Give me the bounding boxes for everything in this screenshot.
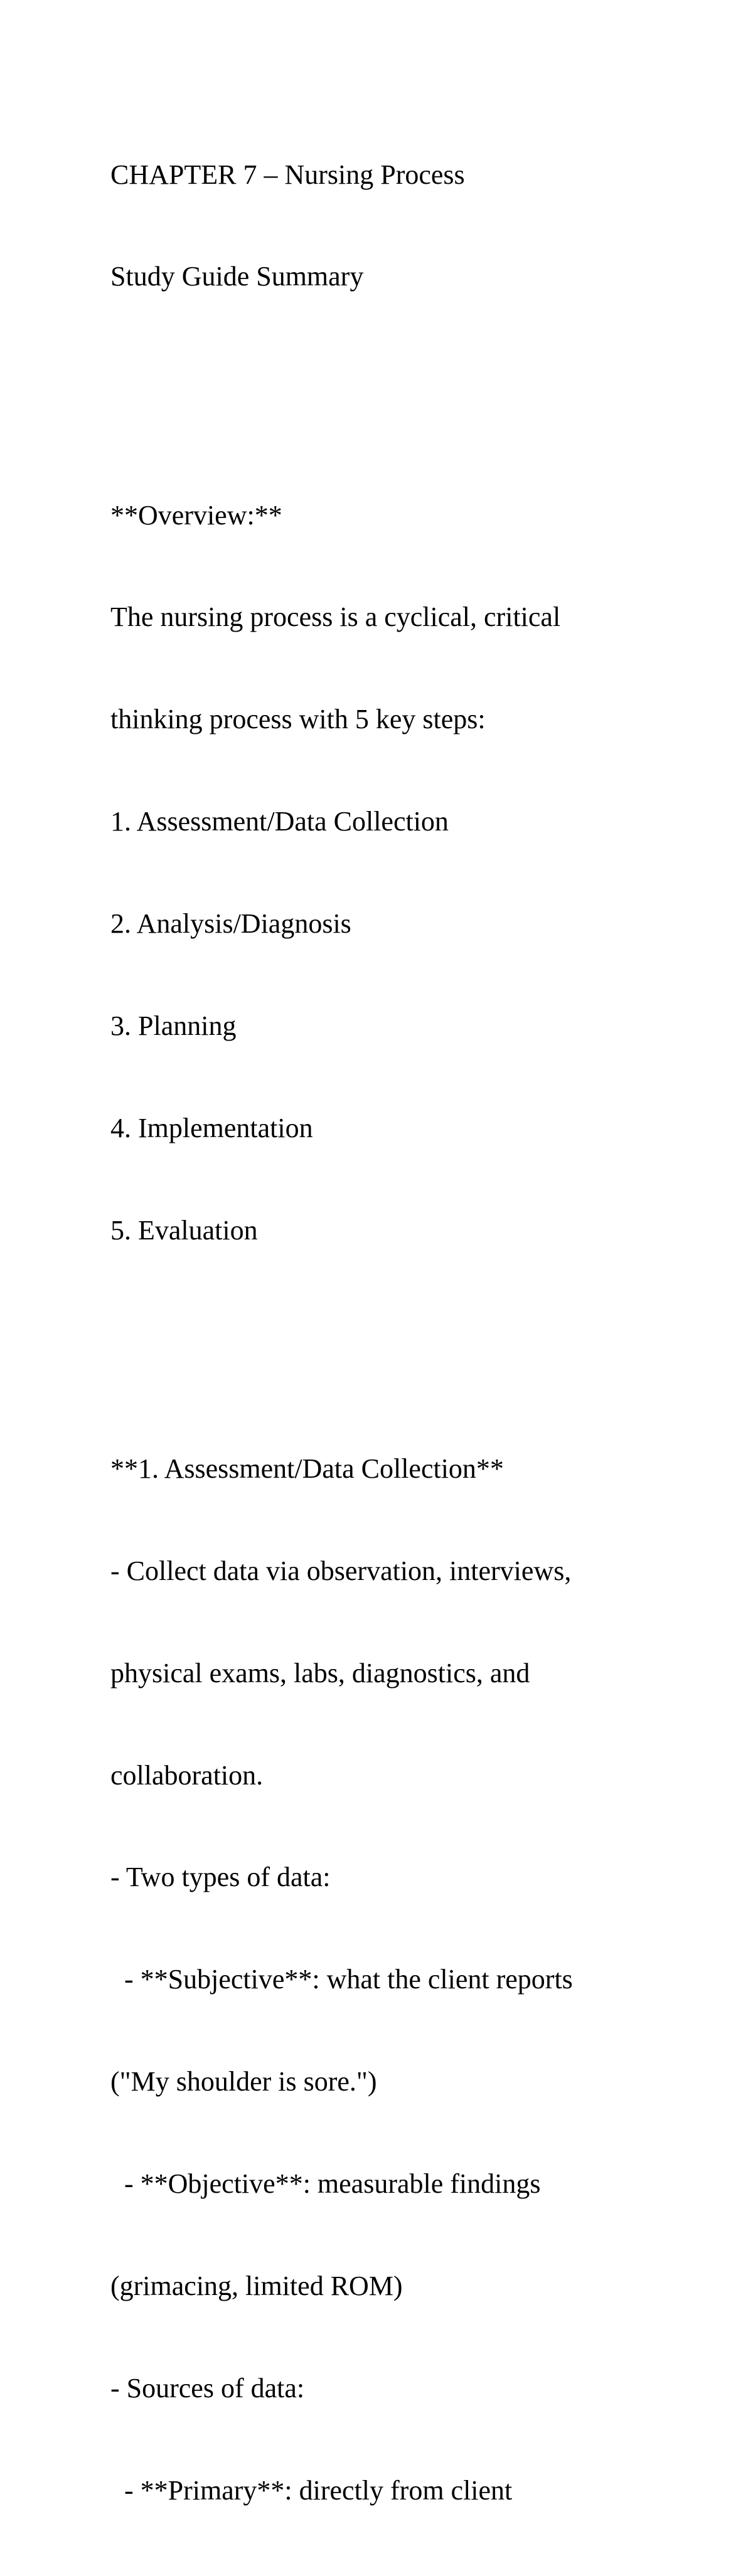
chapter-subtitle: Study Guide Summary bbox=[110, 261, 364, 292]
overview-intro-line-1: The nursing process is a cyclical, critical bbox=[110, 602, 561, 633]
section-1-line: collaboration. bbox=[110, 1759, 264, 1791]
step-item: 4. Implementation bbox=[110, 1112, 313, 1143]
section-1-line: ("My shoulder is sore.") bbox=[110, 2066, 377, 2097]
section-1-line: - **Subjective**: what the client reports bbox=[110, 1964, 573, 1995]
blank-line bbox=[110, 1316, 732, 1350]
step-item: 2. Analysis/Diagnosis bbox=[110, 908, 351, 940]
section-1-line: - Sources of data: bbox=[110, 2372, 305, 2404]
blank-line bbox=[110, 362, 732, 396]
overview-heading: **Overview:** bbox=[110, 499, 282, 531]
step-item: 1. Assessment/Data Collection bbox=[110, 806, 449, 837]
document-body bbox=[110, 90, 732, 2576]
section-1-line: - **Primary**: directly from client bbox=[110, 2474, 513, 2506]
section-1-heading: **1. Assessment/Data Collection** bbox=[110, 1453, 504, 1484]
section-1-line: - Two types of data: bbox=[110, 1862, 331, 1893]
step-item: 3. Planning bbox=[110, 1010, 237, 1042]
section-1-line: (grimacing, limited ROM) bbox=[110, 2271, 403, 2301]
section-1-line: physical exams, labs, diagnostics, and bbox=[110, 1657, 530, 1688]
section-1-line: - **Objective**: measurable findings bbox=[110, 2168, 541, 2200]
section-1-line: - Collect data via observation, interviews, bbox=[110, 1555, 572, 1586]
overview-intro-line-2: thinking process with 5 key steps: bbox=[110, 704, 486, 735]
step-item: 5. Evaluation bbox=[110, 1214, 258, 1246]
chapter-title: CHAPTER 7 – Nursing Process bbox=[110, 159, 465, 190]
